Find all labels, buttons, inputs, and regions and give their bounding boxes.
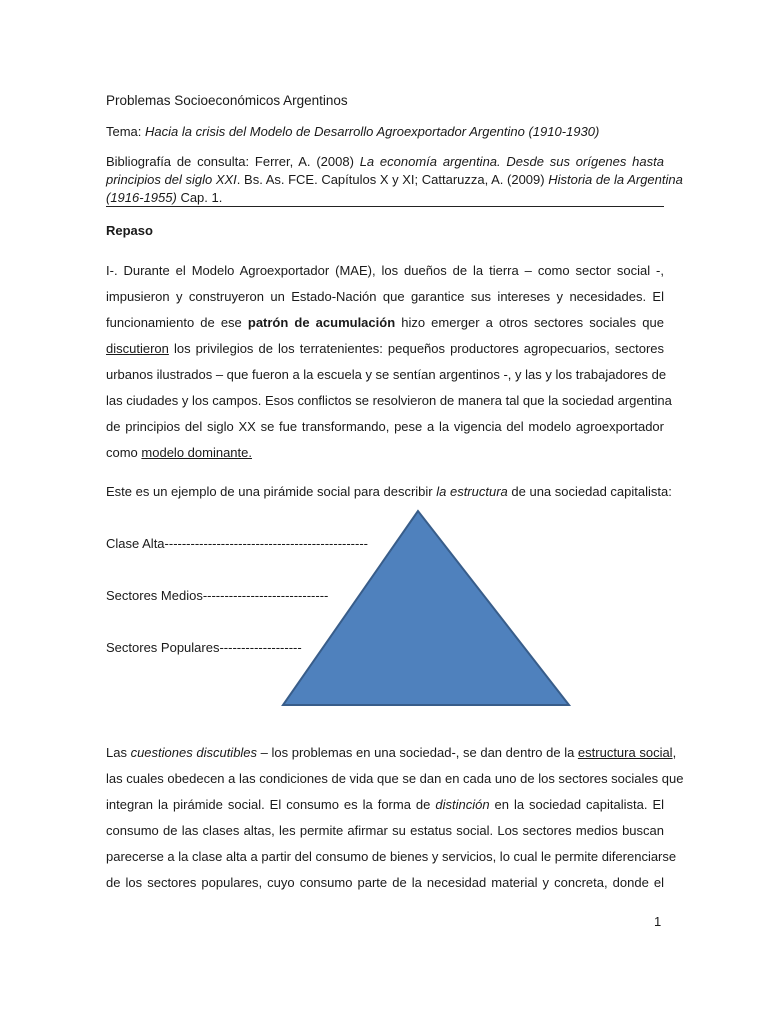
p2-line: las cuales obedecen a las condiciones de vida que se dan en cada uno de los sectores sociales que [106,771,684,786]
p1-line: de principios del siglo XX se fue transformando, pese a la vigencia del modelo agroexportador [106,419,664,434]
p2-line [106,745,677,761]
page-number: 1 [654,914,662,929]
p2-line: consumo de las clases altas, les permite afirmar su estatus social. Los sectores medios buscan [106,823,664,838]
intro-italic-term: la estructura [436,484,508,499]
p2-text: – los problemas en una sociedad-, se dan dentro de la [257,745,578,760]
p1-underlined-term: discutieron [106,341,169,356]
p1-line: impusieron y construyeron un Estado-Nación que garantice sus intereses y necesidades. El [106,289,664,304]
p2-italic-term: cuestiones discutibles [130,745,258,760]
biblio-book-title: Historia de la Argentina [548,172,683,187]
p1-underlined-term: modelo dominante. [141,445,252,460]
section-heading: Repaso [106,223,153,238]
intro-text: Este es un ejemplo de una pirámide social para describir [106,484,437,499]
p1-text: hizo emerger a otros sectores sociales que [395,315,664,330]
p1-text: como [106,445,142,460]
p2-text: integran la pirámide social. El consumo es la forma de [106,797,436,812]
p1-text: los privilegios de los terratenientes: pequeños productores agropecuarios, sectores [168,341,664,356]
biblio-text: Cap. 1. [176,190,223,205]
pyramid-triangle [283,511,569,705]
p1-line: las ciudades y los campos. Esos conflictos se resolvieron de manera tal que la sociedad argentina [106,393,672,408]
p2-line: parecerse a la clase alta a partir del consumo de bienes y servicios, lo cual le permite diferenciarse [106,849,677,864]
label-clase-alta: Clase Alta----------------------------------------------- [106,536,368,551]
p2-underlined-term: estructura social [577,745,673,760]
label-sectores-medios: Sectores Medios----------------------------- [106,588,329,603]
biblio-text: . Bs. As. FCE. Capítulos X y XI; Cattaruzza, A. (2009) [236,172,549,187]
p1-text: funcionamiento de ese [106,315,248,330]
p2-text: , [672,745,677,760]
intro-text: de una sociedad capitalista: [507,484,672,499]
p1-line: urbanos ilustrados – que fueron a la escuela y se sentían argentinos -, y las y los trabajadores de [106,367,667,382]
p2-text: Las [106,745,131,760]
p2-italic-term: distinción [435,797,490,812]
biblio-book-title: principios del siglo XXI [106,172,237,187]
p2-line: de los sectores populares, cuyo consumo parte de la necesidad material y concreta, donde el [106,875,664,890]
document-title: Problemas Socioeconómicos Argentinos [106,93,348,108]
label-sectores-populares: Sectores Populares------------------- [106,640,302,655]
p1-bold-term: patrón de acumulación [247,315,396,330]
biblio-book-title: (1916-1955) [106,190,177,205]
p2-line [106,797,664,813]
social-pyramid [106,0,672,720]
p1-line: I-. Durante el Modelo Agroexportador (MAE), los dueños de la tierra – como sector social -, [106,263,664,278]
biblio-text: Bibliografía de consulta: Ferrer, A. (2008) [106,154,360,169]
biblio-book-title: La economía argentina. Desde sus orígenes hasta [359,154,664,169]
tema-label: Tema: [106,124,142,139]
tema-text: Hacia la crisis del Modelo de Desarrollo Agroexportador Argentino (1910-1930) [145,124,600,139]
p2-text: en la sociedad capitalista. El [489,797,665,812]
